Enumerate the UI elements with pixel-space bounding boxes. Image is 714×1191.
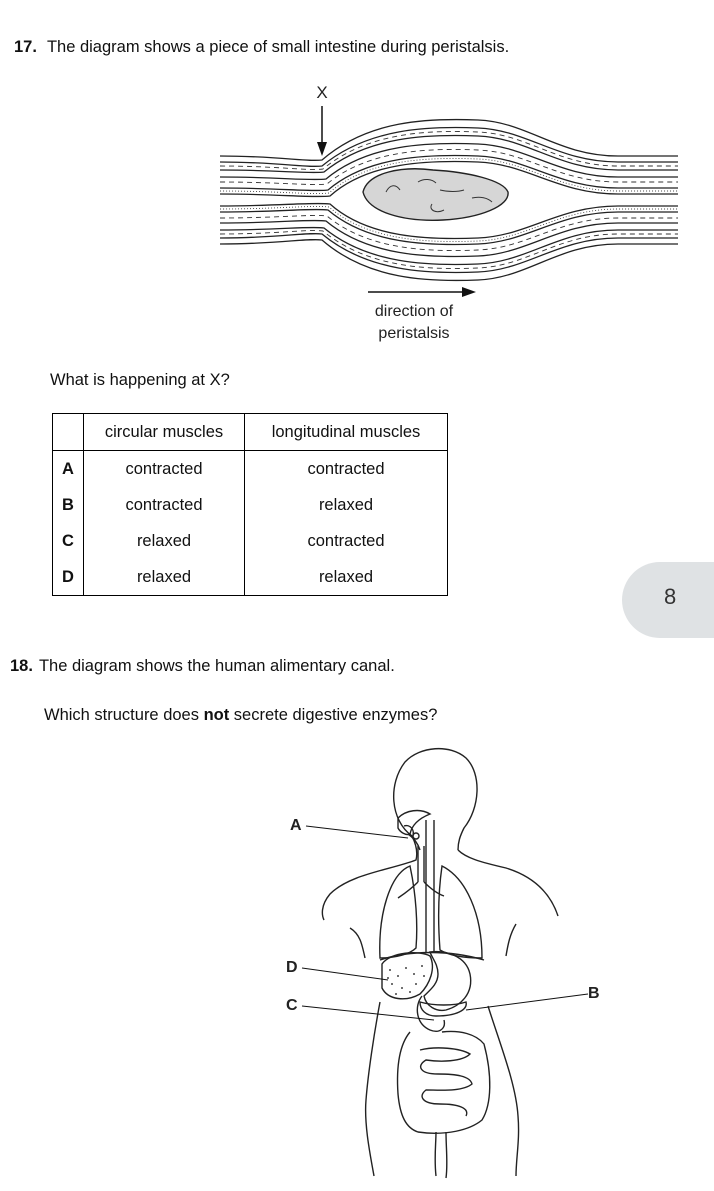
circular-value: contracted	[84, 487, 245, 523]
question-number: 17.	[14, 38, 37, 56]
option-label: B	[53, 487, 84, 523]
question-17	[14, 38, 509, 57]
intestine-peristalsis-diagram	[218, 80, 680, 348]
header-option	[53, 414, 84, 451]
header-longitudinal-muscles: longitudinal muscles	[245, 414, 448, 451]
left-armpit	[350, 928, 365, 958]
circular-value: contracted	[84, 451, 245, 488]
option-label: A	[53, 451, 84, 488]
question-text: The diagram shows a piece of small intestine during peristalsis.	[46, 38, 510, 56]
circular-value: relaxed	[84, 559, 245, 596]
right-torso	[488, 1006, 519, 1176]
left-lung	[380, 866, 417, 958]
right-lung	[439, 866, 482, 958]
food-bolus	[363, 169, 508, 220]
longitudinal-value: relaxed	[245, 559, 448, 596]
leader-lines	[302, 826, 588, 1020]
direction-label-2: peristalsis	[378, 325, 450, 342]
page-number-tab	[622, 562, 714, 638]
direction-arrowhead	[462, 287, 476, 297]
answer-table	[52, 413, 448, 596]
left-torso	[366, 1002, 380, 1176]
label-c: C	[286, 997, 298, 1014]
left-shoulder	[322, 836, 416, 920]
question-17-prompt: What is happening at X?	[50, 371, 230, 389]
longitudinal-value: contracted	[245, 451, 448, 488]
duodenum	[417, 996, 444, 1031]
label-a: A	[290, 817, 302, 834]
longitudinal-value: relaxed	[245, 487, 448, 523]
rectum	[435, 1132, 447, 1178]
prompt-start: Which structure does	[44, 706, 204, 724]
label-d: D	[286, 959, 298, 976]
table-row	[53, 487, 448, 523]
salivary-gland-dot	[413, 833, 419, 839]
table-row	[53, 559, 448, 596]
small-intestine	[420, 1048, 472, 1116]
label-x: X	[316, 83, 328, 102]
label-b: B	[588, 985, 600, 1002]
table-header-row	[53, 414, 448, 451]
alimentary-canal-diagram	[270, 744, 610, 1184]
question-18	[10, 657, 395, 676]
prompt-emphasis: not	[203, 706, 230, 724]
option-label: C	[53, 523, 84, 559]
question-number: 18.	[10, 657, 33, 675]
bronchi	[398, 882, 444, 898]
longitudinal-value: contracted	[245, 523, 448, 559]
header-circular-muscles: circular muscles	[84, 414, 245, 451]
circular-value: relaxed	[84, 523, 245, 559]
question-18-prompt	[44, 706, 437, 725]
liver-dots	[387, 965, 425, 995]
option-label: D	[53, 559, 84, 596]
table-row	[53, 451, 448, 488]
prompt-end: secrete digestive enzymes?	[229, 706, 438, 724]
question-text: The diagram shows the human alimentary canal.	[38, 657, 395, 675]
large-intestine	[398, 1032, 490, 1134]
x-arrowhead	[317, 142, 327, 156]
pancreas	[420, 1002, 466, 1016]
page-number: 8	[664, 584, 677, 609]
direction-label-1: direction of	[374, 303, 454, 320]
mouth-cavity	[398, 811, 430, 835]
table-row	[53, 523, 448, 559]
right-armpit	[506, 924, 516, 956]
